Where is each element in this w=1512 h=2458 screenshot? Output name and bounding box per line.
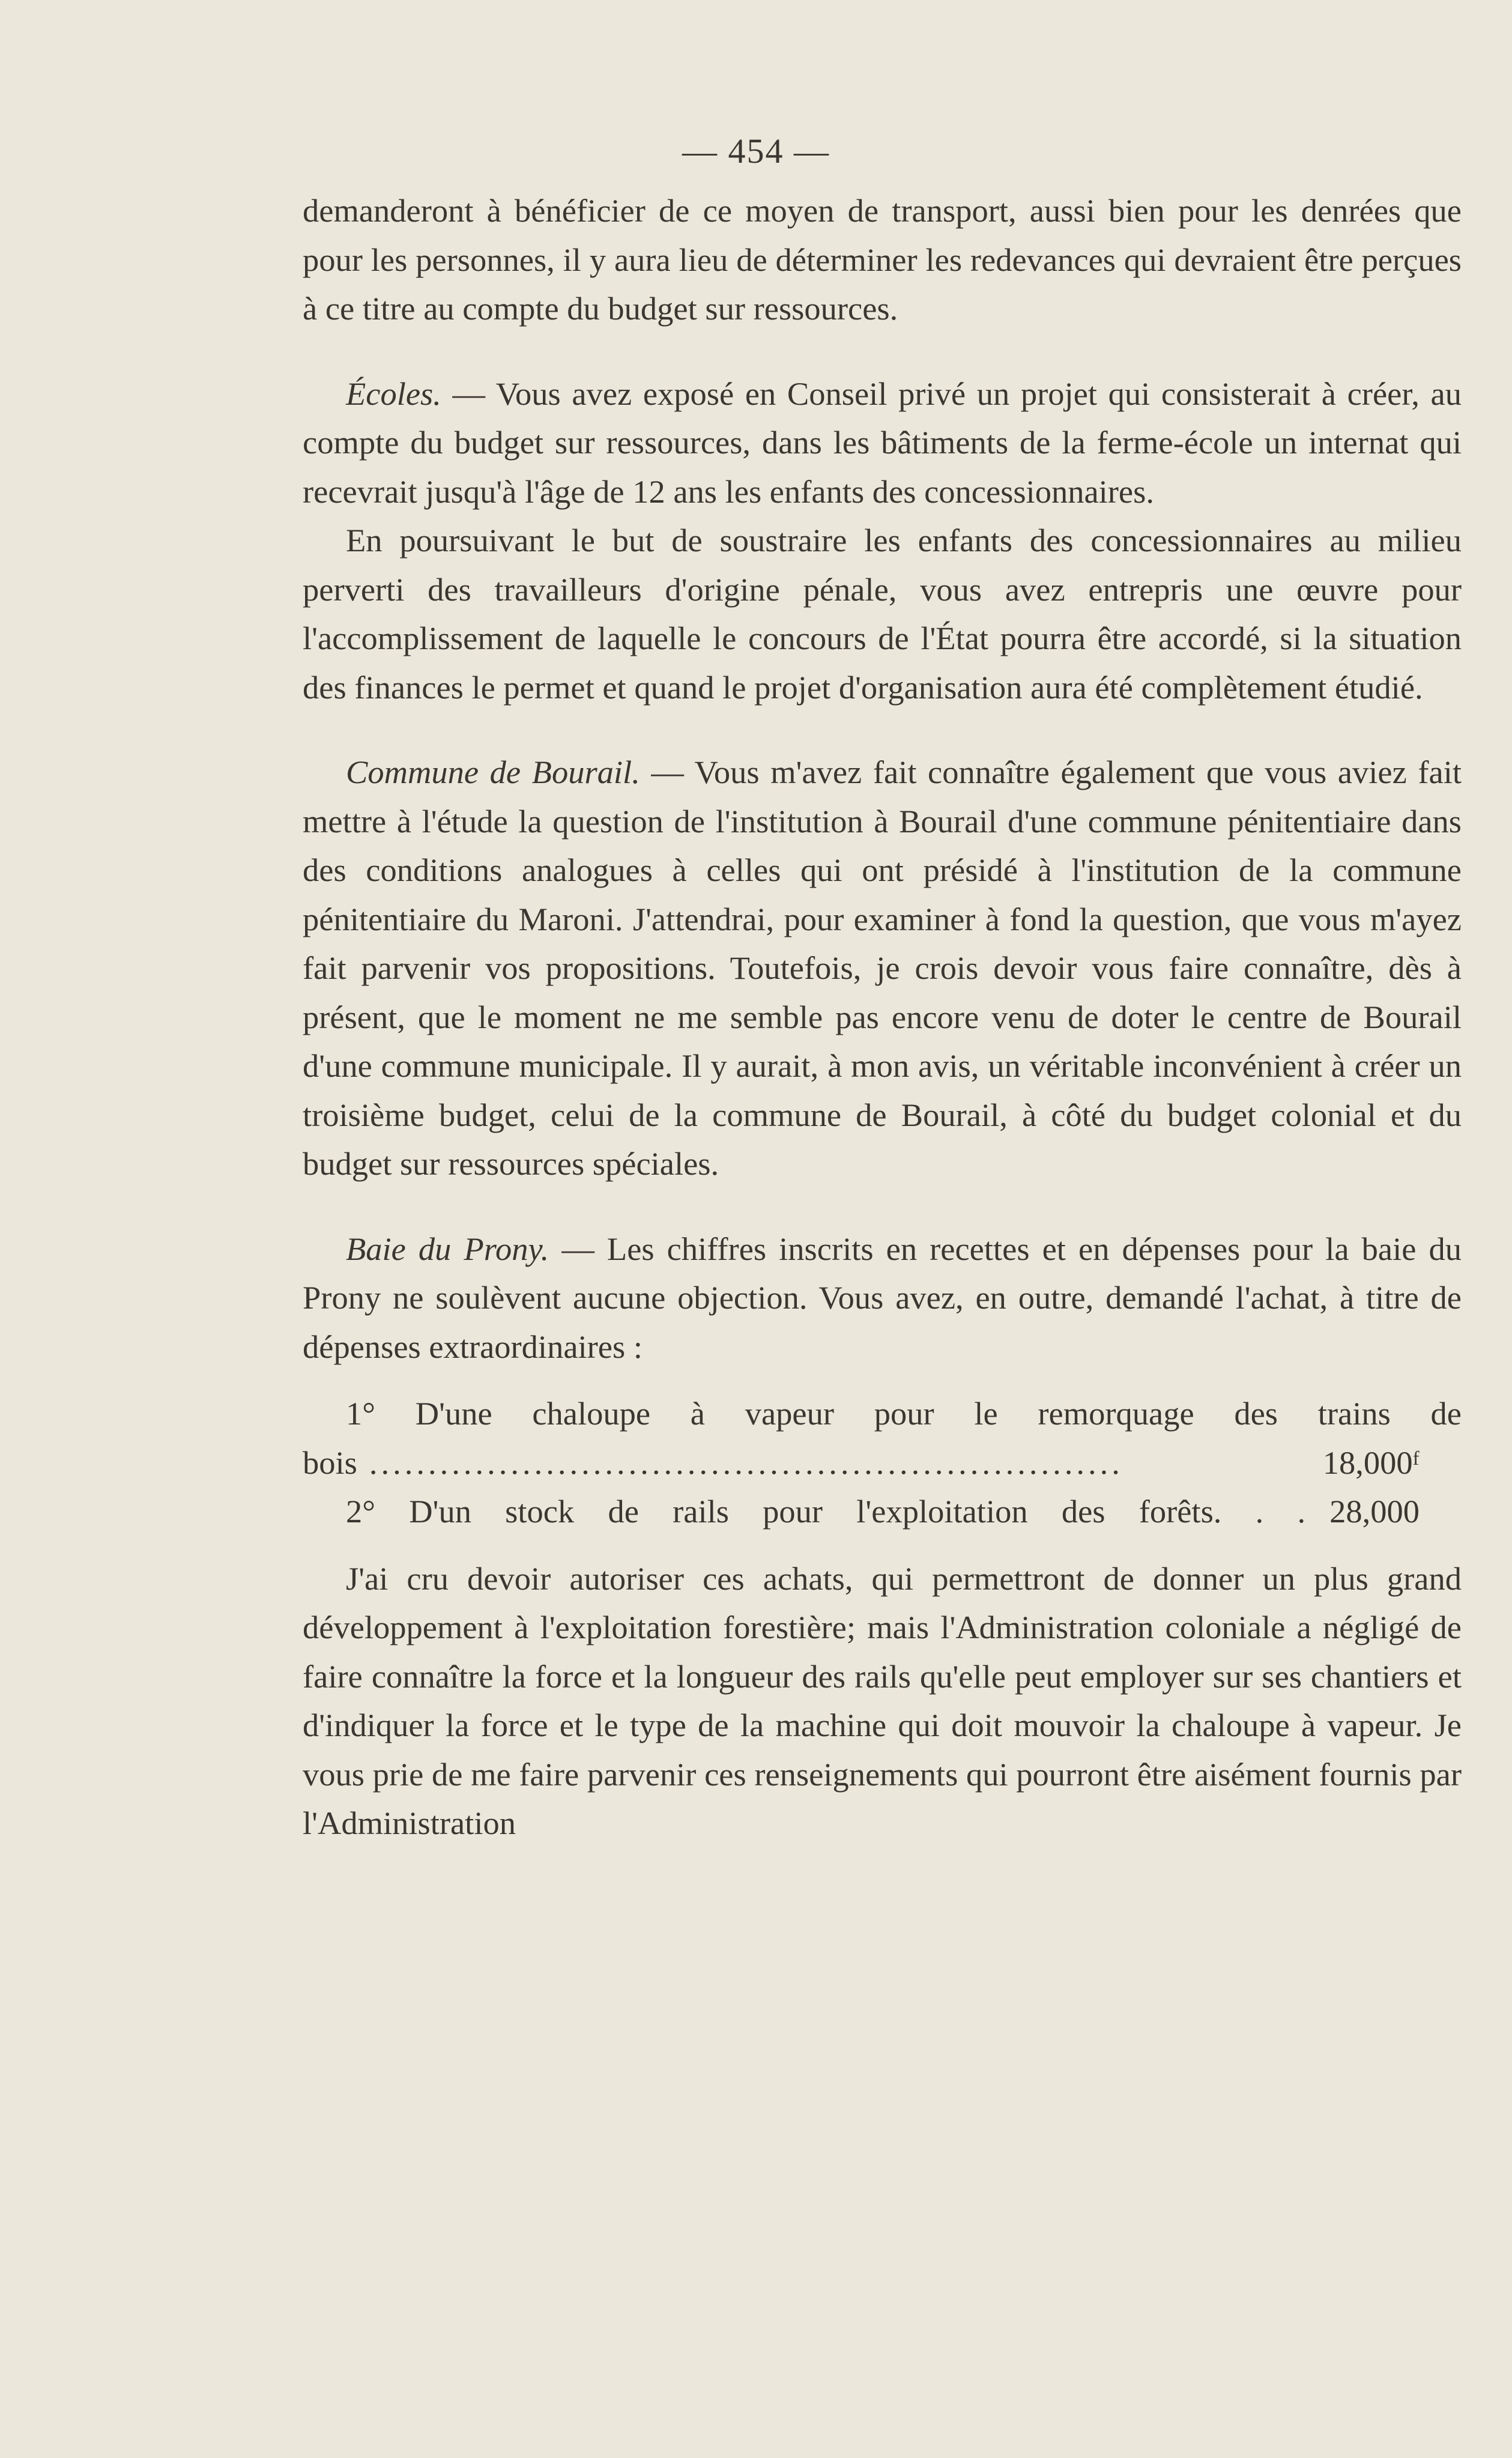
item-1-line-2 [303, 1438, 1462, 1488]
spacer [303, 1188, 1462, 1224]
paragraph-prony [303, 1224, 1462, 1372]
paragraph-enfants: En poursuivant le but de soustraire les enfants des concessionnaires au milieu perverti des travailleurs d'origine pénale, vous avez entrepris une œuvre pour l'accomplissement de laquelle le concours de l'État pourra être accordé, si la situation des finances le permet et quand le projet d'organisation aura été complètement étudié. [303, 522, 1462, 706]
paragraph-bourail [303, 748, 1462, 1188]
spacer [303, 333, 1462, 369]
page-number: — 454 — [682, 132, 830, 171]
heading-prony: Baie du Prony. [346, 1230, 549, 1267]
body-text [303, 186, 1462, 1848]
item-2-amount: 28,000 [1329, 1493, 1420, 1530]
spacer [303, 712, 1462, 748]
heading-bourail: Commune de Bourail. [346, 754, 640, 790]
text-bourail: — Vous m'avez fait connaître également que vous aviez fait mettre à l'étude la question de l'institution à Bourail d'une commune pénitentiaire dans des conditions analogues à celles qui ont présidé à l'institution de la commune pénitentiaire du Maroni. J'attendrai, pour examiner à fond la question, que vous m'ayez fait parvenir vos propositions. Toutefois, je crois devoir vous faire connaître, dès à présent, que le moment ne me semble pas encore venu de doter le centre de Bourail d'une commune municipale. Il y aurait, à mon avis, un véritable inconvénient à créer un troisième budget, celui de la commune de Bourail, à côté du budget colonial et du budget sur ressources spéciales. [303, 754, 1462, 1182]
item-1-amount: 18,000ᶠ [1322, 1444, 1420, 1481]
item-1-line-1: 1° D'une chaloupe à vapeur pour le remorquage des trains de [346, 1395, 1462, 1432]
spacer [303, 1536, 1462, 1554]
text-prony: — Les chiffres inscrits en recettes et en dépenses pour la baie du Prony ne soulèvent aucune objection. Vous avez, en outre, demandé l'achat, à titre de dépenses extraordinaires : [303, 1230, 1462, 1365]
text-ecoles: — Vous avez exposé en Conseil privé un projet qui consisterait à créer, au compte du budget sur ressources, dans les bâtiments de la ferme-école un internat qui recevrait jusqu'à l'âge de 12 ans les enfants des concessionnaires. [303, 375, 1462, 510]
leader-dots: ................................................................ [369, 1444, 1123, 1481]
item-1-label: bois [303, 1444, 357, 1481]
item-2 [303, 1487, 1462, 1536]
heading-ecoles: Écoles. [346, 375, 441, 412]
paragraph-achats: J'ai cru devoir autoriser ces achats, qui permettront de donner un plus grand développement à l'exploitation forestière; mais l'Administration coloniale a négligé de faire connaître la force et la longueur des rails qu'elle peut employer sur ses chantiers et d'indiquer la force et le type de la machine qui doit mouvoir la chaloupe à vapeur. Je vous prie de me faire parvenir ces renseignements qui pourront être aisément fournis par l'Administration [303, 1560, 1462, 1841]
item-2-label: 2° D'un stock de rails pour l'exploitation des forêts. . . [346, 1493, 1306, 1530]
paragraph-ecoles [303, 369, 1462, 516]
spacer [303, 1371, 1462, 1389]
paragraph-transport-continuation: demanderont à bénéficier de ce moyen de transport, aussi bien pour les denrées que pour les personnes, il y aura lieu de déterminer les redevances qui devraient être perçues à ce titre au compte du budget sur ressources. [303, 192, 1462, 327]
